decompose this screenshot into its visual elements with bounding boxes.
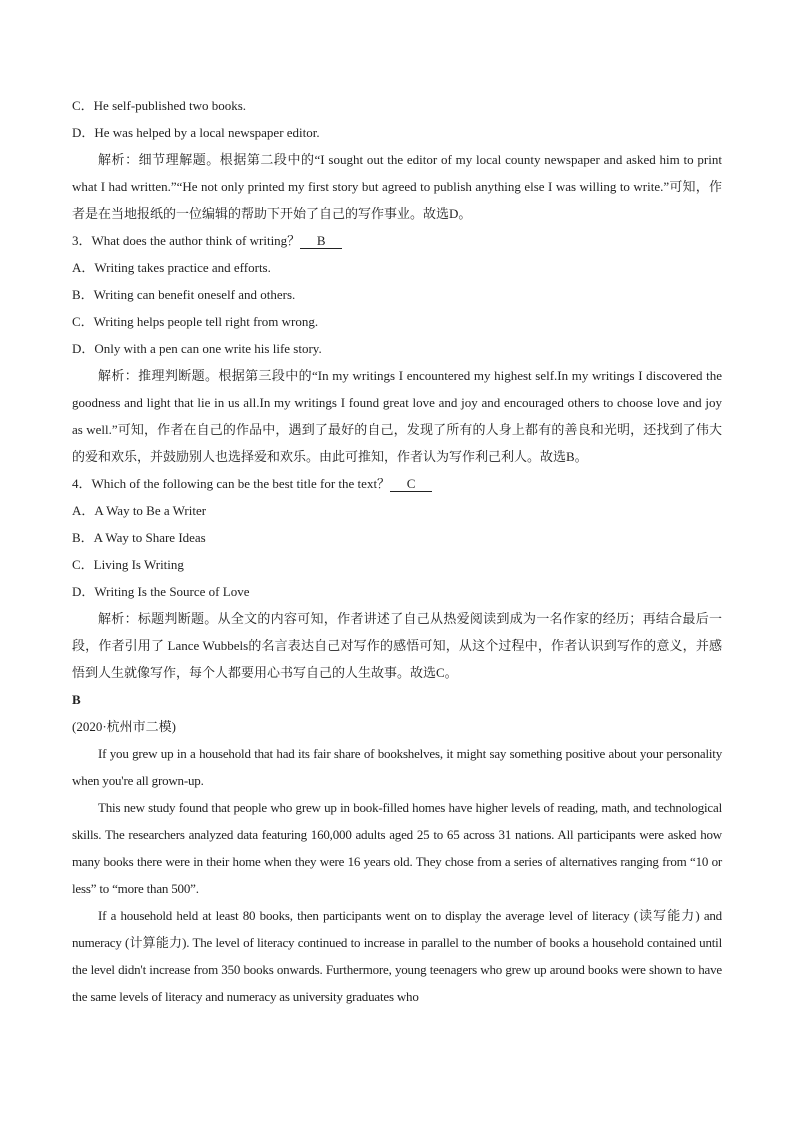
q3-option-b: B．Writing can benefit oneself and others.	[72, 287, 296, 302]
q4-option-d: D．Writing Is the Source of Love	[72, 584, 250, 599]
q4-answer-blank: C	[390, 476, 432, 492]
section-b-label: B	[72, 692, 81, 707]
section-b-source: (2020·杭州市二模)	[72, 719, 176, 734]
q3-answer-blank: B	[300, 233, 342, 249]
q2-explanation: 解析：细节理解题。根据第二段中的“I sought out the editor of my local county newspaper and asked him to print what I had written.”“He not only printed my first story but agreed to publish anything else I was willing to write.”可知，作者是在当地报纸的一位编辑的帮助下开始了自己的写作事业。故选D。	[72, 152, 722, 221]
q3-explanation: 解析：推理判断题。根据第三段中的“In my writings I encountered my highest self.In my writings I discovered the goodness and light that lie in us all.In my writings I found great love and joy and encouraged others to choose love and joy as well.”可知，作者在自己的作品中，遇到了最好的自己，发现了所有的人身上都有的善良和光明，还找到了伟大的爱和欢乐，并鼓励别人也选择爱和欢乐。由此可推知，作者认为写作利己利人。故选B。	[72, 368, 722, 464]
passage-paragraph-1: If you grew up in a household that had its fair share of bookshelves, it might say something positive about your personality when you're all grown-up.	[72, 746, 722, 788]
q4-option-a: A．A Way to Be a Writer	[72, 503, 207, 518]
q3-option-d: D．Only with a pen can one write his life story.	[72, 341, 322, 356]
passage-paragraph-3: If a household held at least 80 books, then participants went on to display the average level of literacy (读写能力) and numeracy (计算能力). The level of literacy continued to increase in parallel to the number of books a household contained until the level didn't increase from 350 books onwards. Furthermore, young teenagers who grew up around books were shown to have the same levels of literacy and numeracy as university graduates who	[72, 908, 722, 1004]
q3-option-c: C．Writing helps people tell right from wrong.	[72, 314, 319, 329]
document-page	[72, 92, 722, 1010]
q4-question	[72, 470, 722, 497]
q4-option-b: B．A Way to Share Ideas	[72, 530, 206, 545]
passage-paragraph-2: This new study found that people who grew up in book-filled homes have higher levels of reading, math, and technological skills. The researchers analyzed data featuring 160,000 adults aged 25 to 65 across 31 nations. All participants were asked how many books there were in their home when they were 16 years old. They chose from a series of alternatives ranging from “10 or less” to “more than 500”.	[72, 800, 722, 896]
q2-option-c: C．He self-published two books.	[72, 98, 247, 113]
q4-explanation: 解析：标题判断题。从全文的内容可知，作者讲述了自己从热爱阅读到成为一名作家的经历；再结合最后一段，作者引用了 Lance Wubbels的名言表达自己对写作的感悟可知，从这个过程中，作者认识到写作的意义，并感悟到人生就像写作，每个人都要用心书写自己的人生故事。故选C。	[72, 611, 722, 680]
q3-option-a: A．Writing takes practice and efforts.	[72, 260, 271, 275]
q3-stem: 3．What does the author think of writing？	[72, 233, 301, 248]
q4-option-c: C．Living Is Writing	[72, 557, 184, 572]
q4-stem: 4．Which of the following can be the best title for the text？	[72, 476, 391, 491]
q3-question	[72, 227, 722, 254]
q2-option-d: D．He was helped by a local newspaper editor.	[72, 125, 320, 140]
